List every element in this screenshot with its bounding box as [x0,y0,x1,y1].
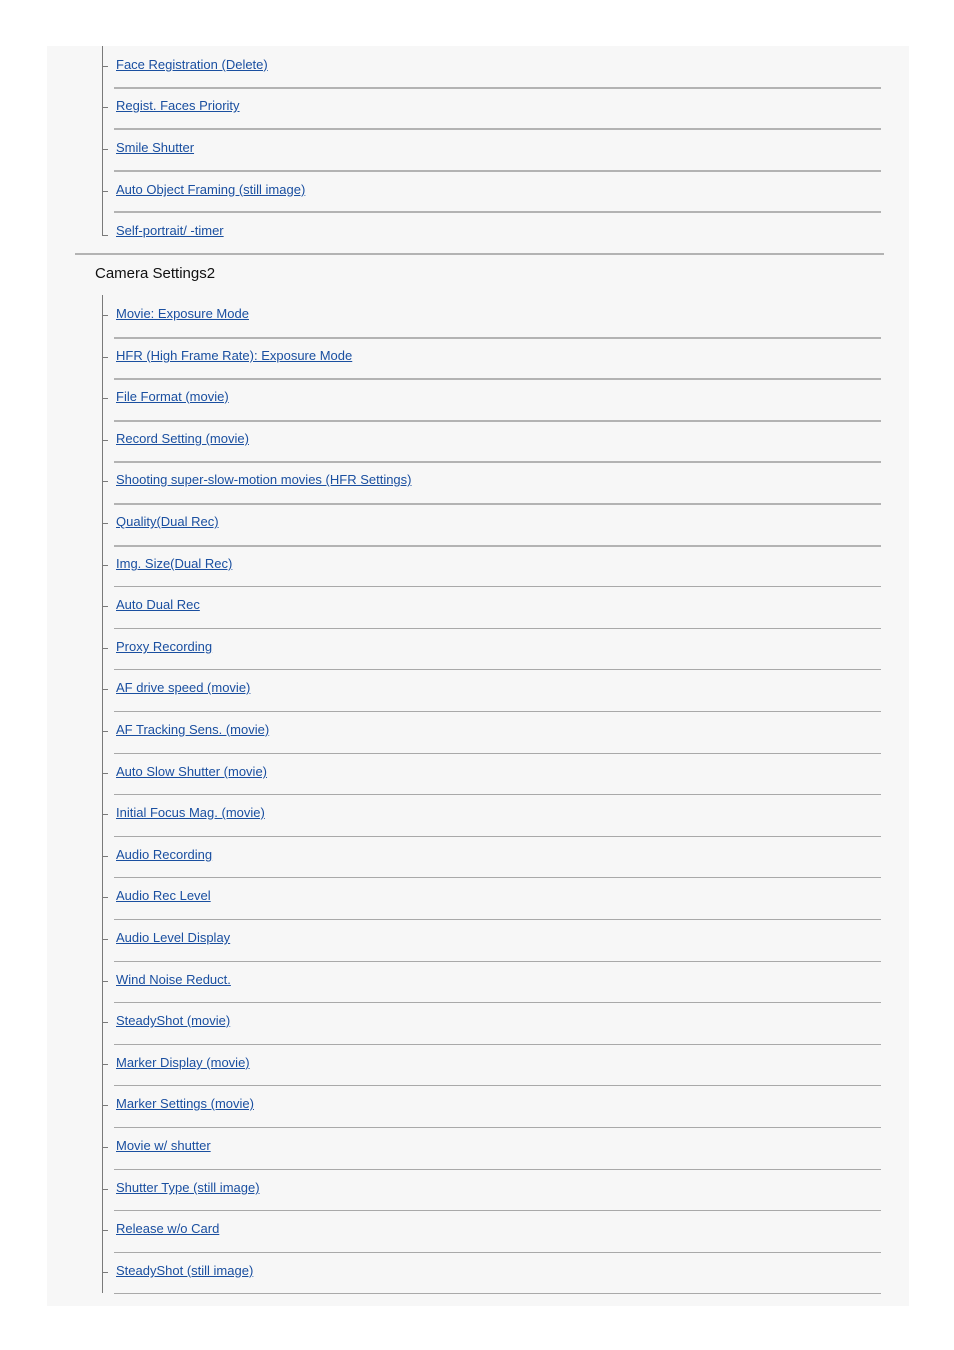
tree-tick [103,981,108,982]
content-panel [47,46,909,1306]
list-item [47,1085,909,1126]
link-auto-dual-rec[interactable]: Auto Dual Rec [116,597,200,612]
link-steadyshot-still-image[interactable]: SteadyShot (still image) [116,1263,254,1278]
tree-tick [103,648,108,649]
list-item [47,337,909,378]
link-af-drive-speed-movie[interactable]: AF drive speed (movie) [116,680,251,695]
tree-tick [103,357,108,358]
list-item [47,461,909,502]
link-audio-rec-level[interactable]: Audio Rec Level [116,888,211,903]
list-item [47,1252,909,1293]
tree-tick [103,1230,108,1231]
tree-tick [103,565,108,566]
list-item [47,87,909,128]
section-divider [75,253,884,255]
tree-tick [103,773,108,774]
tree-tick [103,1022,108,1023]
link-auto-slow-shutter-movie[interactable]: Auto Slow Shutter (movie) [116,764,268,779]
link-quality-dual-rec[interactable]: Quality(Dual Rec) [116,514,219,529]
tree-tick [103,689,108,690]
tree-tick [103,191,108,192]
list-item [47,295,909,336]
tree-tick [103,1272,108,1273]
tree-tick [103,66,108,67]
list-item [47,1044,909,1085]
link-proxy-recording[interactable]: Proxy Recording [116,639,213,654]
list-item [47,378,909,419]
tree-tick [103,235,108,236]
list-item [47,836,909,877]
link-initial-focus-mag-movie[interactable]: Initial Focus Mag. (movie) [116,805,265,820]
section-title: Camera Settings2 [95,265,216,282]
link-movie-exposure-mode[interactable]: Movie: Exposure Mode [116,306,249,321]
list-item [47,46,909,87]
link-file-format-movie[interactable]: File Format (movie) [116,389,229,404]
list-item [47,1127,909,1168]
link-audio-level-display[interactable]: Audio Level Display [116,930,231,945]
link-wind-noise-reduct[interactable]: Wind Noise Reduct. [116,972,231,987]
link-self-portrait-timer[interactable]: Self-portrait/ -timer [116,223,224,238]
link-steadyshot-movie[interactable]: SteadyShot (movie) [116,1013,231,1028]
list-item [47,420,909,461]
link-img-size-dual-rec[interactable]: Img. Size(Dual Rec) [116,556,233,571]
link-smile-shutter[interactable]: Smile Shutter [116,140,195,155]
list-item [47,628,909,669]
tree-tick [103,897,108,898]
list-item [47,1210,909,1251]
link-movie-w-shutter[interactable]: Movie w/ shutter [116,1138,211,1153]
list-item [47,669,909,710]
tree-tick [103,523,108,524]
link-af-tracking-sens-movie[interactable]: AF Tracking Sens. (movie) [116,722,270,737]
tree-tick [103,731,108,732]
tree-tick [103,1189,108,1190]
list-item [47,503,909,544]
link-face-registration-delete[interactable]: Face Registration (Delete) [116,57,268,72]
tree-tick [103,939,108,940]
tree-tick [103,149,108,150]
list-item [47,212,909,253]
link-audio-recording[interactable]: Audio Recording [116,847,213,862]
tree-tick [103,107,108,108]
list-item [47,711,909,752]
list-item [47,794,909,835]
list-item [47,129,909,170]
divider [114,1293,881,1294]
list-item [47,877,909,918]
link-auto-object-framing[interactable]: Auto Object Framing (still image) [116,182,306,197]
list-item [47,586,909,627]
tree-tick [103,481,108,482]
link-marker-settings-movie[interactable]: Marker Settings (movie) [116,1096,254,1111]
tree-tick [103,606,108,607]
tree-tick [103,315,108,316]
link-shutter-type-still-image[interactable]: Shutter Type (still image) [116,1180,260,1195]
link-hfr-high-frame-rate-exposure-mode[interactable]: HFR (High Frame Rate): Exposure Mode [116,348,353,363]
link-release-w-o-card[interactable]: Release w/o Card [116,1221,220,1236]
link-marker-display-movie[interactable]: Marker Display (movie) [116,1055,250,1070]
list-item [47,545,909,586]
list-item [47,1002,909,1043]
tree-tick [103,440,108,441]
tree-tick [103,814,108,815]
list-item [47,919,909,960]
tree-tick [103,1147,108,1148]
link-record-setting-movie[interactable]: Record Setting (movie) [116,431,249,446]
list-item [47,1169,909,1210]
list-item [47,961,909,1002]
tree-tick [103,856,108,857]
tree-tick [103,398,108,399]
tree-tick [103,1064,108,1065]
list-item [47,753,909,794]
link-shooting-super-slow-motion-movies-hfr-settings[interactable]: Shooting super-slow-motion movies (HFR Settings) [116,472,412,487]
list-item [47,171,909,212]
link-regist-faces-priority[interactable]: Regist. Faces Priority [116,98,240,113]
tree-tick [103,1105,108,1106]
